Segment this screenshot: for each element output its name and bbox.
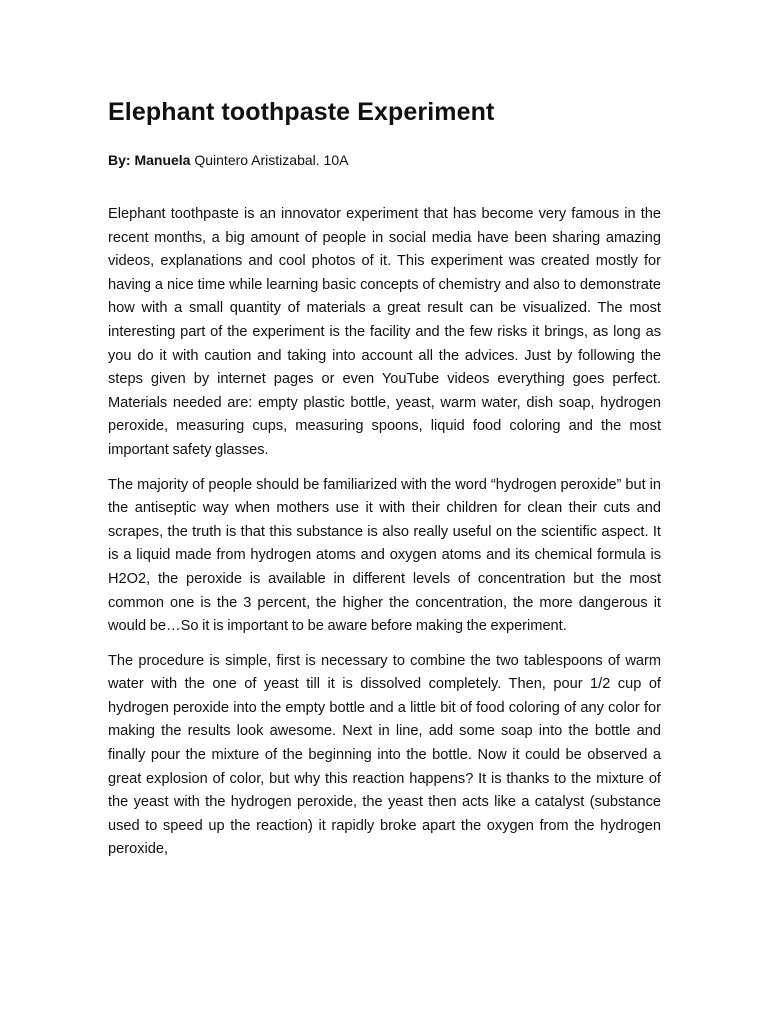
paragraph-procedure: The procedure is simple, first is necessary to combine the two tablespoons of warm water with the one of yeast till it is dissolved completely. Then, pour 1/2 cup of hydrogen peroxide into the empty bottle and a little bit of food coloring of any color for making the results look awesome. Next in line, add some soap into the bottle and finally pour the mixture of the beginning into the bottle. Now it could be observed a great explosion of color, but why this reaction happens? It is thanks to the mixture of the yeast with the hydrogen peroxide, the yeast then acts like a catalyst (substance used to speed up the reaction) it rapidly broke apart the oxygen from the hydrogen peroxide, — [108, 652, 661, 858]
document-body — [108, 203, 661, 862]
author-byline — [108, 150, 661, 170]
byline-label: By: Manuela — [108, 152, 191, 168]
document-title: Elephant toothpaste Experiment — [108, 98, 495, 126]
paragraph-hydrogen-peroxide: The majority of people should be familiarized with the word “hydrogen peroxide” but in the antiseptic way when mothers use it with their children for clean their cuts and scrapes, the truth is that this substance is also really useful on the scientific aspect. It is a liquid made from hydrogen atoms and oxygen atoms and its chemical formula is H2O2, the peroxide is available in different levels of concentration but the most common one is the 3 percent, the higher the concentration, the more dangerous it would be…So it is important to be aware before making the experiment. — [108, 476, 661, 635]
document-page — [108, 90, 661, 873]
byline-author: Quintero Aristizabal. 10A — [194, 152, 349, 168]
paragraph-intro: Elephant toothpaste is an innovator experiment that has become very famous in the recent months, a big amount of people in social media have been sharing amazing videos, explanations and cool photos of it. This experiment was created mostly for having a nice time while learning basic concepts of chemistry and also to demonstrate how with a small quantity of materials a great result can be visualized. The most interesting part of the experiment is the facility and the few risks it brings, as long as you do it with caution and taking into account all the advices. Just by following the steps given by internet pages or even YouTube videos everything goes perfect. Materials needed are: empty plastic bottle, yeast, warm water, dish soap, hydrogen peroxide, measuring cups, measuring spoons, liquid food coloring and the most important safety glasses. — [108, 206, 661, 458]
